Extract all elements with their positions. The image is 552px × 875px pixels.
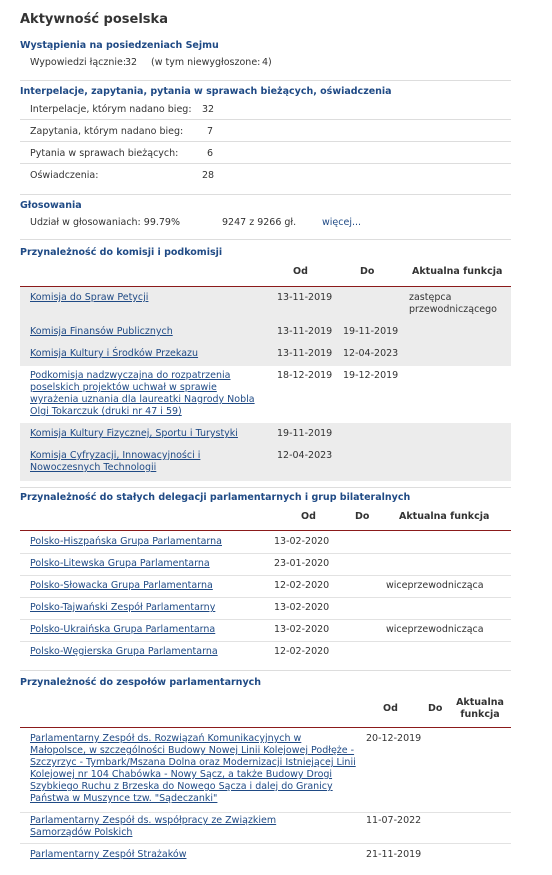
team-link[interactable]: Parlamentarny Zespół ds. współpracy ze Związkiem Samorządów Polskich — [30, 815, 277, 838]
table-row — [20, 287, 511, 322]
divider — [20, 141, 511, 142]
committee-from: 13-11-2019 — [277, 292, 333, 303]
delegation-from: 12-02-2020 — [274, 646, 330, 657]
col-to-header: Do — [355, 511, 370, 522]
col-function-header: Aktualna funkcja — [399, 511, 490, 522]
divider — [20, 119, 511, 120]
delegation-link[interactable]: Polsko-Hiszpańska Grupa Parlamentarna — [30, 536, 222, 547]
table-row — [20, 423, 511, 445]
inquiries-value: 7 — [207, 126, 214, 137]
delegation-link[interactable]: Polsko-Litewska Grupa Parlamentarna — [30, 558, 210, 569]
team-from: 21-11-2019 — [366, 849, 422, 860]
divider — [20, 487, 511, 488]
team-from: 11-07-2022 — [366, 815, 422, 826]
team-from: 20-12-2019 — [366, 733, 422, 744]
divider — [20, 670, 511, 671]
table-row — [20, 619, 511, 641]
col-function-header: Aktualna funkcja — [412, 266, 503, 277]
table-row — [20, 597, 511, 619]
committees-section-title: Przynależność do komisji i podkomisji — [20, 247, 223, 258]
committee-link[interactable]: Komisja Kultury i Środków Przekazu — [30, 348, 199, 359]
team-link[interactable]: Parlamentarny Zespół Strażaków — [30, 849, 187, 860]
divider — [20, 80, 511, 81]
table-row — [20, 553, 511, 575]
committee-from: 13-11-2019 — [277, 326, 333, 337]
divider — [20, 239, 511, 240]
table-row — [20, 728, 511, 812]
delegation-from: 13-02-2020 — [274, 602, 330, 613]
delegation-link[interactable]: Polsko-Węgierska Grupa Parlamentarna — [30, 646, 218, 657]
committee-to: 19-11-2019 — [343, 326, 399, 337]
col-to-header: Do — [360, 266, 375, 277]
table-row — [20, 531, 511, 553]
committee-to: 19-12-2019 — [343, 370, 399, 381]
voting-section-title: Głosowania — [20, 200, 82, 211]
delegation-link[interactable]: Polsko-Słowacka Grupa Parlamentarna — [30, 580, 213, 591]
current-questions-label: Pytania w sprawach bieżących: — [30, 148, 179, 159]
committee-link[interactable]: Komisja Kultury Fizycznej, Sportu i Turystyki — [30, 428, 238, 439]
divider — [20, 194, 511, 195]
team-link[interactable]: Parlamentarny Zespół ds. Rozwiązań Komunikacyjnych w Małopolsce, w szczególności Budowy Nowej Linii Kolejowej Podłęże - Szczyrzyc - Tymbark/Mszana Dolna oraz Modernizacji Istniejącej Linii Kolejowej nr 104 Chabówka - Nowy Sącz, a także Budowy Drogi Szybkiego Ruchu z Brzeska do Nowego Sącza i dalej do Granicy Państwa w Muszynce tzw. "Sądeczanki" — [30, 733, 356, 804]
committee-link[interactable]: Komisja Finansów Publicznych — [30, 326, 173, 337]
committee-to: 12-04-2023 — [343, 348, 399, 359]
delegation-function: wiceprzewodnicząca — [386, 624, 484, 635]
current-questions-value: 6 — [207, 148, 214, 159]
delegation-function: wiceprzewodnicząca — [386, 580, 484, 591]
table-row — [20, 575, 511, 597]
committee-from: 12-04-2023 — [277, 450, 333, 461]
speeches-total-label: Wypowiedzi łącznie: — [30, 57, 127, 68]
teams-section-title: Przynależność do zespołów parlamentarnych — [20, 677, 262, 688]
delegation-from: 13-02-2020 — [274, 536, 330, 547]
delegation-link[interactable]: Polsko-Ukraińska Grupa Parlamentarna — [30, 624, 216, 635]
col-function-header: Aktualna funkcja — [456, 697, 504, 720]
delegation-link[interactable]: Polsko-Tajwański Zespół Parlamentarny — [30, 602, 216, 613]
delegation-from: 12-02-2020 — [274, 580, 330, 591]
delegation-from: 23-01-2020 — [274, 558, 330, 569]
table-row — [20, 843, 511, 865]
table-row — [20, 445, 511, 481]
committee-from: 19-11-2019 — [277, 428, 333, 439]
speeches-section-title: Wystąpienia na posiedzeniach Sejmu — [20, 40, 219, 51]
col-from-header: Od — [301, 511, 316, 522]
committee-from: 13-11-2019 — [277, 348, 333, 359]
statements-label: Oświadczenia: — [30, 170, 99, 181]
table-row — [20, 812, 511, 843]
table-row — [20, 641, 511, 663]
divider — [20, 163, 511, 164]
speeches-total-value: 32 — [125, 57, 138, 68]
page-title: Aktywność poselska — [20, 12, 168, 27]
table-row — [20, 322, 511, 344]
committee-from: 18-12-2019 — [277, 370, 333, 381]
table-row — [20, 344, 511, 366]
committee-function: zastępca przewodniczącego — [409, 292, 497, 315]
delegations-section-title: Przynależność do stałych delegacji parlamentarnych i grup bilateralnych — [20, 492, 411, 503]
col-from-header: Od — [383, 703, 398, 714]
speeches-unspoken-value: 4) — [262, 57, 272, 68]
col-to-header: Do — [428, 703, 443, 714]
voting-more-link[interactable]: więcej... — [322, 217, 362, 228]
committee-link[interactable]: Podkomisja nadzwyczajna do rozpatrzenia poselskich projektów uchwał w sprawie wyrażenia uznania dla laureatki Nagrody Nobla Olgi Tokarczuk (druki nr 47 i 59) — [30, 370, 255, 417]
interpellations-label: Interpelacje, którym nadano bieg: — [30, 104, 192, 115]
speeches-unspoken-label: (w tym niewygłoszone: — [151, 57, 261, 68]
col-from-header: Od — [293, 266, 308, 277]
inquiries-label: Zapytania, którym nadano bieg: — [30, 126, 184, 137]
interpellations-section-title: Interpelacje, zapytania, pytania w sprawach bieżących, oświadczenia — [20, 86, 392, 97]
committee-link[interactable]: Komisja Cyfryzacji, Innowacyjności i Nowoczesnych Technologii — [30, 450, 201, 473]
statements-value: 28 — [202, 170, 215, 181]
delegation-from: 13-02-2020 — [274, 624, 330, 635]
committee-link[interactable]: Komisja do Spraw Petycji — [30, 292, 149, 303]
table-row — [20, 366, 511, 423]
voting-participation: Udział w głosowaniach: 99.79% — [30, 217, 181, 228]
voting-count: 9247 z 9266 gł. — [222, 217, 297, 228]
interpellations-value: 32 — [202, 104, 215, 115]
